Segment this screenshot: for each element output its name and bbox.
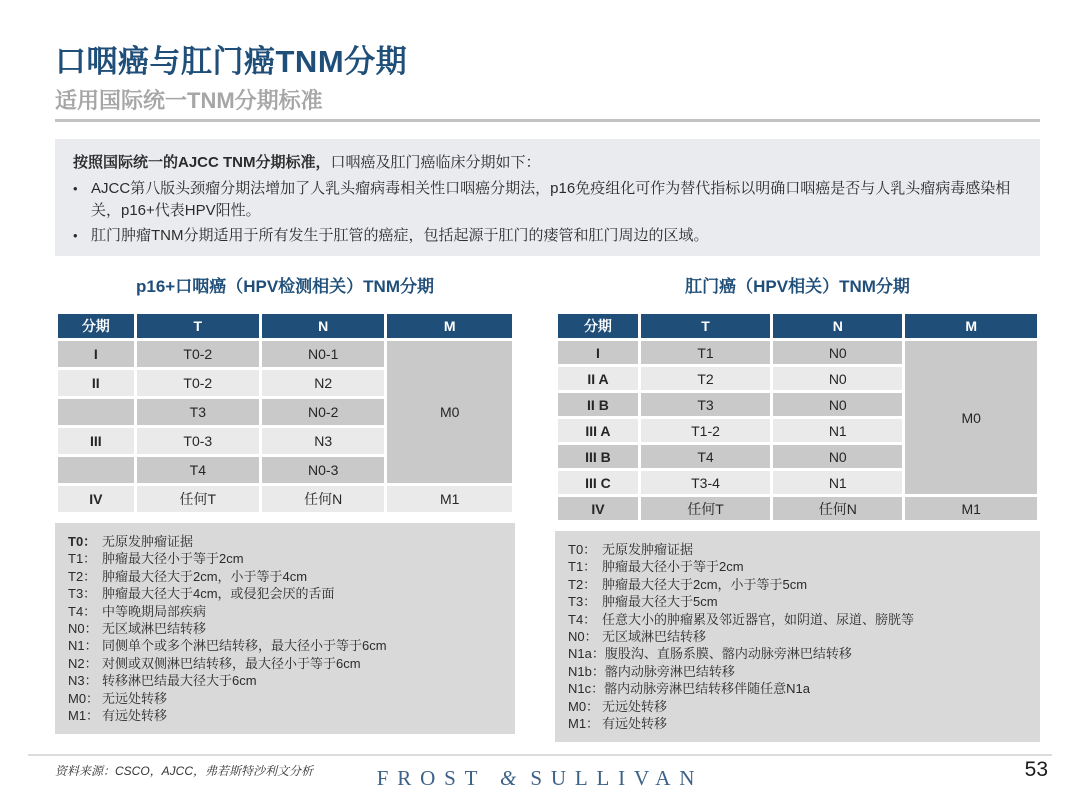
table-header-cell: N: [262, 314, 384, 338]
table-cell-stage: I: [58, 341, 134, 367]
note-label: N1b：: [568, 663, 605, 679]
note-label: T1：: [568, 559, 597, 575]
note-line: [568, 698, 1027, 715]
note-label: N0：: [68, 621, 98, 637]
table-cell-t: T3: [137, 399, 259, 425]
note-line: [68, 568, 502, 585]
page-title: 口咽癌与肛门癌TNM分期: [55, 44, 408, 79]
table-cell-n: N0: [773, 367, 902, 390]
note-label: N2：: [68, 655, 98, 671]
table-cell-stage: II: [58, 370, 134, 396]
brand-logo: [0, 766, 1080, 791]
table-header-row: [558, 314, 1037, 338]
table-cell-stage: IV: [58, 486, 134, 512]
note-line: [68, 672, 502, 689]
note-line: [68, 533, 502, 550]
note-line: [68, 637, 502, 654]
table-cell-n: N0: [773, 445, 902, 468]
note-label: T3：: [568, 594, 597, 610]
note-line: [68, 550, 502, 567]
intro-bullet: [73, 225, 1022, 248]
header-divider: [55, 119, 1040, 122]
table-row: [558, 497, 1037, 520]
table-header-cell: 分期: [58, 314, 134, 338]
table-cell-stage: IV: [558, 497, 638, 520]
table-cell-m: M1: [905, 497, 1037, 520]
note-text: 对侧或双侧淋巴结转移，最大径小于等于6cm: [102, 655, 361, 671]
table-cell-stage: [58, 457, 134, 483]
notes-box-oropharyngeal: [55, 523, 515, 734]
table-cell-t: T2: [641, 367, 770, 390]
note-text: 肿瘤最大径大于2cm，小于等于5cm: [602, 576, 808, 592]
note-text: 肿瘤最大径大于5cm: [602, 594, 718, 610]
note-text: 任意大小的肿瘤累及邻近器官，如阴道、尿道、膀胱等: [602, 611, 915, 627]
table-cell-t: T3: [641, 393, 770, 416]
note-line: [568, 541, 1027, 558]
table-cell-stage: I: [558, 341, 638, 364]
note-text: 无原发肿瘤证据: [602, 542, 694, 557]
table-cell-t: T1: [641, 341, 770, 364]
note-label: N1：: [68, 638, 98, 654]
table-cell-t: T4: [641, 445, 770, 468]
source-note: 资料来源：CSCO，AJCC，弗若斯特沙利文分析: [55, 764, 314, 778]
note-label: T0：: [568, 542, 597, 557]
note-text: 转移淋巴结最大径大于6cm: [102, 673, 257, 689]
table-header-cell: N: [773, 314, 902, 338]
table-cell-stage: III A: [558, 419, 638, 442]
tnm-table-anal: [555, 311, 1040, 523]
table-header-cell: M: [387, 314, 512, 338]
table-cell-n: N0-2: [262, 399, 384, 425]
note-text: 肿瘤最大径大于2cm，小于等于4cm: [102, 568, 308, 584]
intro-box: [55, 139, 1040, 256]
intro-bullet-list: [73, 178, 1022, 248]
footer-divider: [28, 754, 1052, 756]
table-cell-t: T0-2: [137, 341, 259, 367]
intro-lead-bold: 按照国际统一的AJCC TNM分期标准，: [73, 154, 331, 171]
note-label: M0：: [568, 698, 600, 714]
intro-lead: [73, 152, 1022, 175]
tnm-table: [555, 311, 1040, 523]
note-text: 肿瘤最大径小于等于2cm: [602, 559, 744, 575]
table-cell-stage: II B: [558, 393, 638, 416]
table-cell-n: 任何N: [262, 486, 384, 512]
table-cell-t: T0-3: [137, 428, 259, 454]
table-header-cell: M: [905, 314, 1037, 338]
note-line: [68, 655, 502, 672]
note-text: 同侧单个或多个淋巴结转移，最大径小于等于6cm: [102, 638, 387, 654]
table-title-oropharyngeal: p16+口咽癌（HPV检测相关）TNM分期: [136, 277, 434, 296]
bullet-text: AJCC第八版头颈瘤分期法增加了人乳头瘤病毒相关性口咽癌分期法，p16免疫组化可作为替代指标以明确口咽癌是否与人乳头瘤病毒感染相关，p16+代表HPV阳性。: [91, 179, 1011, 219]
table-cell-n: 任何N: [773, 497, 902, 520]
note-text: 无远处转移: [102, 690, 168, 706]
table-cell-stage: II A: [558, 367, 638, 390]
bullet-marker: •: [73, 227, 78, 243]
table-row: [558, 341, 1037, 364]
note-label: M1：: [568, 716, 600, 732]
note-line: [568, 576, 1027, 593]
note-text: 无区域淋巴结转移: [602, 629, 707, 645]
anal-column: [555, 272, 1040, 742]
note-text: 中等晚期局部疾病: [102, 603, 207, 619]
note-line: [68, 707, 502, 724]
note-label: M1：: [68, 708, 100, 724]
page-subtitle: 适用国际统一TNM分期标准: [55, 88, 323, 113]
table-cell-n: N1: [773, 419, 902, 442]
note-line: [568, 715, 1027, 732]
table-header-cell: T: [137, 314, 259, 338]
tnm-table: [55, 311, 515, 515]
note-text: 肿瘤最大径小于等于2cm: [102, 551, 244, 567]
table-cell-stage: [58, 399, 134, 425]
table-cell-n: N0: [773, 393, 902, 416]
note-line: [568, 680, 1027, 697]
note-line: [568, 593, 1027, 610]
note-label: T4：: [568, 611, 597, 627]
intro-bullet: [73, 178, 1022, 223]
table-cell-m: M1: [387, 486, 512, 512]
note-line: [568, 645, 1027, 662]
table-cell-n: N1: [773, 471, 902, 494]
note-line: [68, 690, 502, 707]
note-label: T2：: [68, 568, 97, 584]
table-cell-t: T0-2: [137, 370, 259, 396]
note-text: 髂内动脉旁淋巴结转移: [604, 663, 735, 679]
note-text: 腹股沟、直肠系膜、髂内动脉旁淋巴结转移: [604, 646, 852, 662]
table-cell-t: T1-2: [641, 419, 770, 442]
table-cell-n: N0-3: [262, 457, 384, 483]
table-cell-t: 任何T: [641, 497, 770, 520]
table-header-cell: T: [641, 314, 770, 338]
oropharyngeal-column: [55, 272, 515, 742]
table-cell-stage: III C: [558, 471, 638, 494]
page-number: 53: [1024, 758, 1048, 781]
table-cell-stage: III: [58, 428, 134, 454]
table-cell-n: N3: [262, 428, 384, 454]
note-line: [568, 611, 1027, 628]
table-header-cell: 分期: [558, 314, 638, 338]
note-label: N3：: [68, 673, 98, 689]
tables-area: [55, 272, 1040, 742]
table-cell-t: 任何T: [137, 486, 259, 512]
brand-ampersand: &: [499, 766, 517, 790]
table-header-row: [58, 314, 512, 338]
table-cell-m0-merged: M0: [905, 341, 1037, 494]
table-cell-t: T3-4: [641, 471, 770, 494]
note-text: 髂内动脉旁淋巴结转移伴随任意N1a: [604, 681, 810, 697]
table-cell-n: N0: [773, 341, 902, 364]
table-title-anal: 肛门癌（HPV相关）TNM分期: [685, 277, 910, 296]
note-text: 有远处转移: [102, 708, 168, 724]
note-text: 肿瘤最大径大于4cm，或侵犯会厌的舌面: [102, 586, 335, 602]
note-text: 无区域淋巴结转移: [102, 621, 207, 637]
note-label: N1a：: [568, 646, 605, 662]
note-label: M0：: [68, 690, 100, 706]
tnm-table-oropharyngeal: [55, 311, 515, 515]
note-line: [68, 585, 502, 602]
intro-lead-rest: 口咽癌及肛门癌临床分期如下：: [330, 154, 541, 171]
note-label: N0：: [568, 629, 598, 645]
note-line: [568, 663, 1027, 680]
note-text: 无原发肿瘤证据: [102, 534, 194, 549]
brand-frost: FROST: [376, 766, 486, 790]
table-cell-n: N2: [262, 370, 384, 396]
note-line: [568, 628, 1027, 645]
note-label: N1c：: [568, 681, 605, 697]
note-line: [568, 558, 1027, 575]
bullet-text: 肛门肿瘤TNM分期适用于所有发生于肛管的癌症，包括起源于肛门的瘘管和肛门周边的区域。: [91, 226, 709, 244]
note-label: T3：: [68, 586, 97, 602]
note-label: T4：: [68, 603, 97, 619]
table-cell-t: T4: [137, 457, 259, 483]
table-cell-stage: III B: [558, 445, 638, 468]
note-label: T0：: [68, 534, 97, 549]
table-row: [58, 341, 512, 367]
note-line: [68, 603, 502, 620]
notes-box-anal: [555, 531, 1040, 742]
brand-sullivan: SULLIVAN: [530, 766, 704, 790]
note-label: T2：: [568, 576, 597, 592]
note-text: 有远处转移: [602, 716, 668, 732]
table-cell-m0-merged: M0: [387, 341, 512, 483]
note-line: [68, 620, 502, 637]
table-cell-n: N0-1: [262, 341, 384, 367]
bullet-marker: •: [73, 180, 78, 196]
table-row: [58, 486, 512, 512]
note-text: 无远处转移: [602, 698, 668, 714]
note-label: T1：: [68, 551, 97, 567]
